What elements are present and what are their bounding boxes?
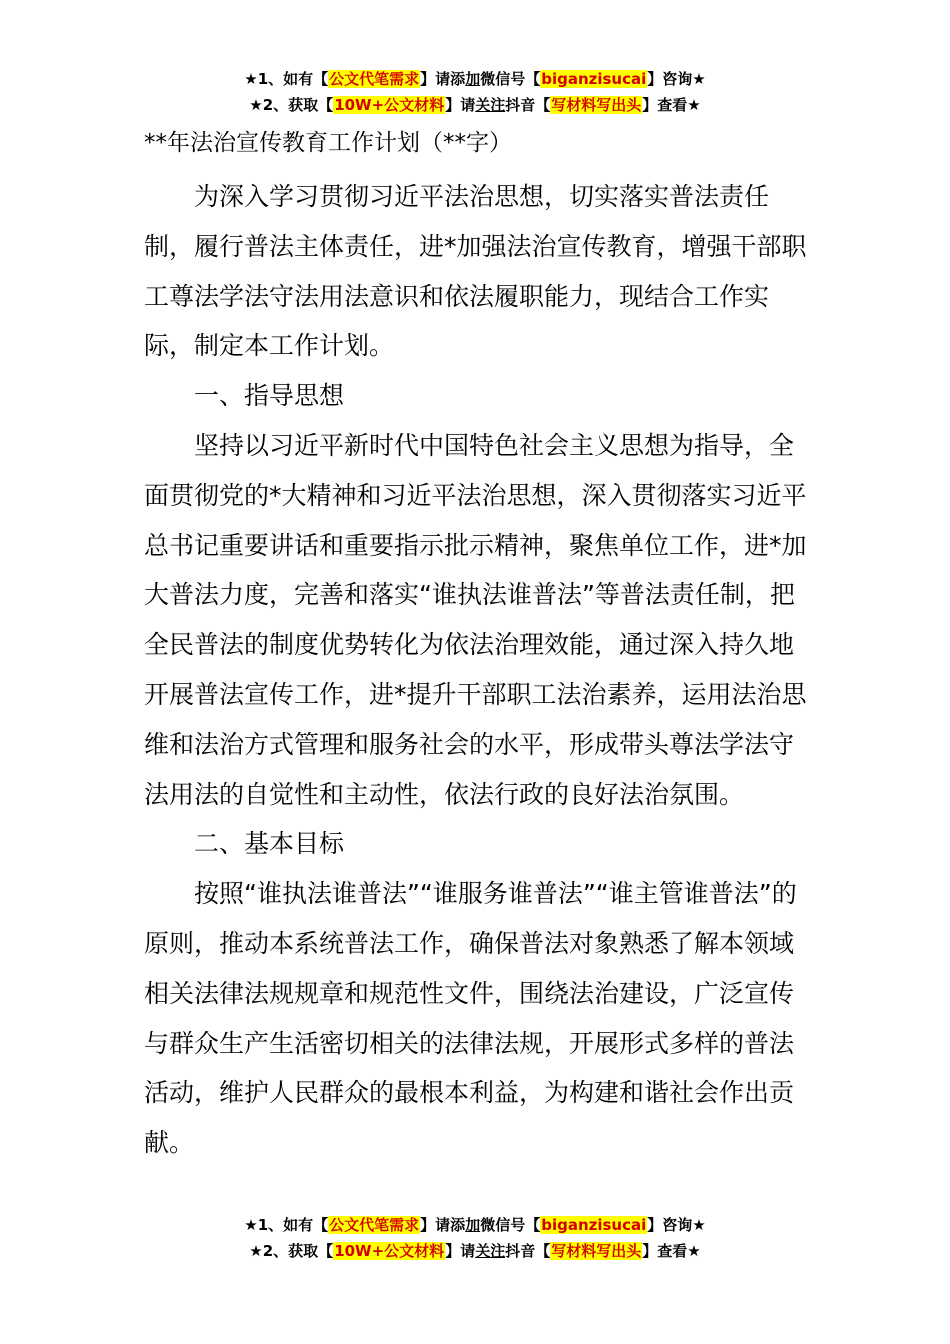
top-banner	[0, 66, 950, 118]
banner-line-2: ★2、获取【10W+公文材料】请关注抖音【写材料写出头】查看★	[249, 1242, 701, 1260]
banner-line-1: ★1、如有【公文代笔需求】请添加微信号【biganzisucai】咨询★	[244, 1216, 706, 1234]
highlight-service: 公文代笔需求	[329, 70, 420, 88]
bottom-banner	[0, 1212, 950, 1264]
highlight-wechat-id: biganzisucai	[541, 1216, 647, 1234]
highlight-service: 公文代笔需求	[329, 1216, 420, 1234]
highlight-douyin-id: 写材料写出头	[551, 96, 642, 114]
highlight-materials: 10W+公文材料	[334, 96, 445, 114]
section-heading-basic-goals: 二、基本目标	[194, 829, 345, 859]
highlight-materials: 10W+公文材料	[334, 1242, 445, 1260]
banner-line-1: ★1、如有【公文代笔需求】请添加微信号【biganzisucai】咨询★	[244, 70, 706, 88]
section-body-guiding-ideology: 坚持以习近平新时代中国特色社会主义思想为指导，全面贯彻党的*大精神和习近平法治思想，深入贯彻落实习近平总书记重要讲话和重要指示批示精神，聚焦单位工作，进*加大普法力度，完善和落实“谁执法谁普法”等普法责任制，把全民普法的制度优势转化为依法治理效能，通过深入持久地开展普法宣传工作，进*提升干部职工法治素养，运用法治思维和法治方式管理和服务社会的水平，形成带头尊法学法守法用法的自觉性和主动性，依法行政的良好法治氛围。	[144, 430, 807, 809]
document-body	[144, 126, 814, 1168]
intro-paragraph: 为深入学习贯彻习近平法治思想，切实落实普法责任制，履行普法主体责任，进*加强法治宣传教育，增强干部职工尊法学法守法用法意识和依法履职能力，现结合工作实际，制定本工作计划。	[144, 182, 807, 361]
highlight-wechat-id: biganzisucai	[541, 70, 647, 88]
banner-line-2: ★2、获取【10W+公文材料】请关注抖音【写材料写出头】查看★	[249, 96, 701, 114]
section-body-basic-goals: 按照“谁执法谁普法”“谁服务谁普法”“谁主管谁普法”的原则，推动本系统普法工作，确保普法对象熟悉了解本领域相关法律法规规章和规范性文件，围绕法治建设，广泛宣传与群众生产生活密切相关的法律法规，开展形式多样的普法活动，维护人民群众的最根本利益，为构建和谐社会作出贡献。	[144, 879, 797, 1158]
document-title: **年法治宣传教育工作计划（**字）	[144, 130, 512, 156]
section-heading-guiding-ideology: 一、指导思想	[194, 381, 345, 411]
highlight-douyin-id: 写材料写出头	[551, 1242, 642, 1260]
